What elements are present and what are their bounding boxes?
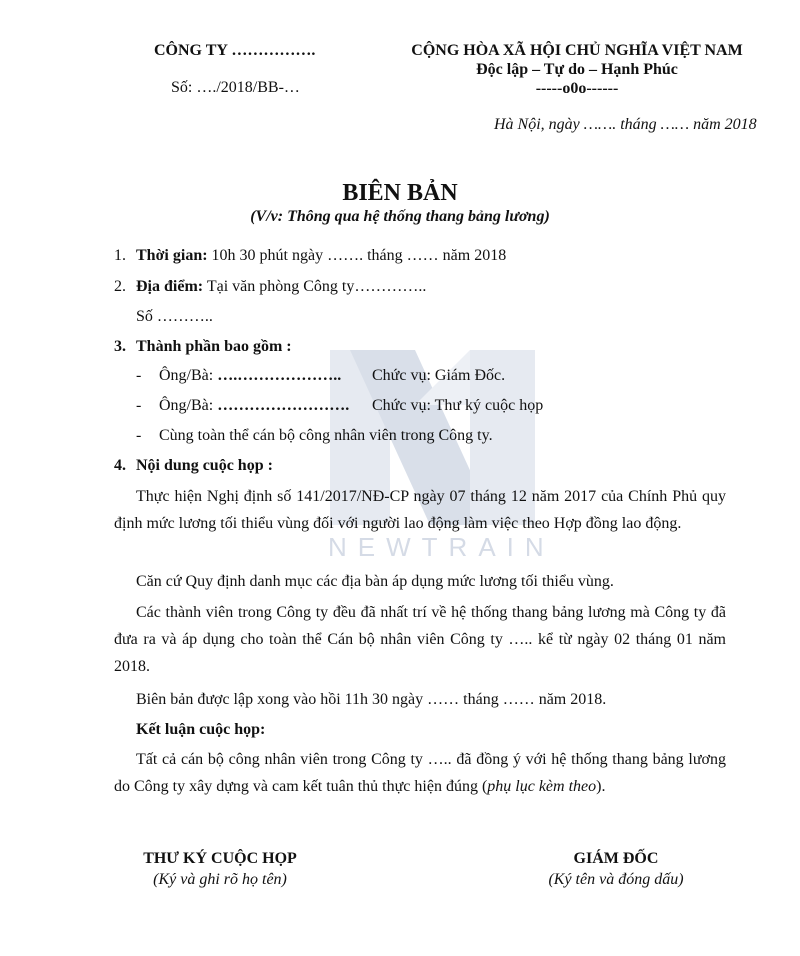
content-paragraph-4 [114,686,726,713]
secretary-signature-note: (Ký và ghi rõ họ tên) [153,871,287,888]
participant-role: Chức vụ: Thư ký cuộc họp [372,397,544,414]
participant-name-blank: ……………………. [217,397,350,414]
section-number: 3. [114,338,126,355]
list-dash: - [136,427,142,444]
participant-secretary [159,397,349,415]
document-number: Số: …./2018/BB-… [171,79,300,96]
national-motto: Độc lập – Tự do – Hạnh Phúc [476,61,678,78]
paragraph-text: Biên bản được lập xong vào hồi 11h 30 ngày …… tháng …… năm 2018. [136,691,607,708]
conclusion-label [114,716,726,743]
section-time [136,247,506,265]
paragraph-text-end: ). [596,778,606,795]
director-signature-note: (Ký tên và đóng dấu) [548,871,684,888]
section-location [136,278,426,296]
director-signature-title: GIÁM ĐỐC [573,850,659,867]
conclusion-label-text: Kết luận cuộc họp: [136,721,266,738]
section-number: 2. [114,278,126,295]
section-number: 4. [114,457,126,474]
paragraph-text: Thực hiện Nghị định số 141/2017/NĐ-CP ngày 07 tháng 12 năm 2017 của Chính Phủ quy định mức lương tối thiểu vùng đối với người lao động làm việc theo Hợp đồng lao động. [114,488,726,532]
document-title: BIÊN BẢN [342,180,458,206]
company-name: CÔNG TY ……………. [154,42,316,59]
document-subtitle: (V/v: Thông qua hệ thống thang bảng lương) [250,208,550,225]
header-separator: -----o0o------ [535,80,619,97]
paragraph-text: Tất cả cán bộ công nhân viên trong Công ty ….. đã đồng ý với hệ thống thang bảng lương do Công ty xây dựng và cam kết tuân thủ thực hiện đúng ( [114,751,726,795]
secretary-signature-title: THƯ KÝ CUỘC HỌP [143,850,297,867]
list-dash: - [136,367,142,384]
content-paragraph-3 [114,599,726,680]
appendix-note: phụ lục kèm theo [487,778,597,795]
section-label: Thành phần bao gồm : [136,338,292,355]
section-label: Thời gian: [136,247,208,264]
watermark-text: NEWTRAIN [328,532,555,562]
section-text: Tại văn phòng Công ty………….. [203,278,427,295]
participant-prefix: Ông/Bà: [159,367,218,384]
place-date: Hà Nội, ngày ……. tháng …… năm 2018 [494,116,757,133]
section-label: Địa điểm: [136,278,204,295]
content-paragraph-2 [114,568,726,595]
participant-name-blank: ….……………….. [217,367,342,384]
section-number: 1. [114,247,126,264]
participant-role: Chức vụ: Giám Đốc. [372,367,506,384]
participant-staff: Cùng toàn thể cán bộ công nhân viên trong Công ty. [159,427,493,444]
paragraph-text: Căn cứ Quy định danh mục các địa bàn áp dụng mức lương tối thiểu vùng. [136,573,614,590]
section-label: Nội dung cuộc họp : [136,457,273,474]
participant-prefix: Ông/Bà: [159,397,218,414]
content-paragraph-1 [114,483,726,537]
section-text: 10h 30 phút ngày ……. tháng …… năm 2018 [207,247,507,264]
participant-director [159,367,341,385]
country-name: CỘNG HÒA XÃ HỘI CHỦ NGHĨA VIỆT NAM [411,42,743,59]
conclusion-paragraph [114,746,726,800]
list-dash: - [136,397,142,414]
paragraph-text: Các thành viên trong Công ty đều đã nhất trí về hệ thống thang bảng lương mà Công ty đã đưa ra và áp dụng cho toàn thể Cán bộ nhân viên Công ty ….. kể từ ngày 02 tháng 01 năm 2018. [114,604,726,675]
location-number: Số ……….. [136,308,213,325]
